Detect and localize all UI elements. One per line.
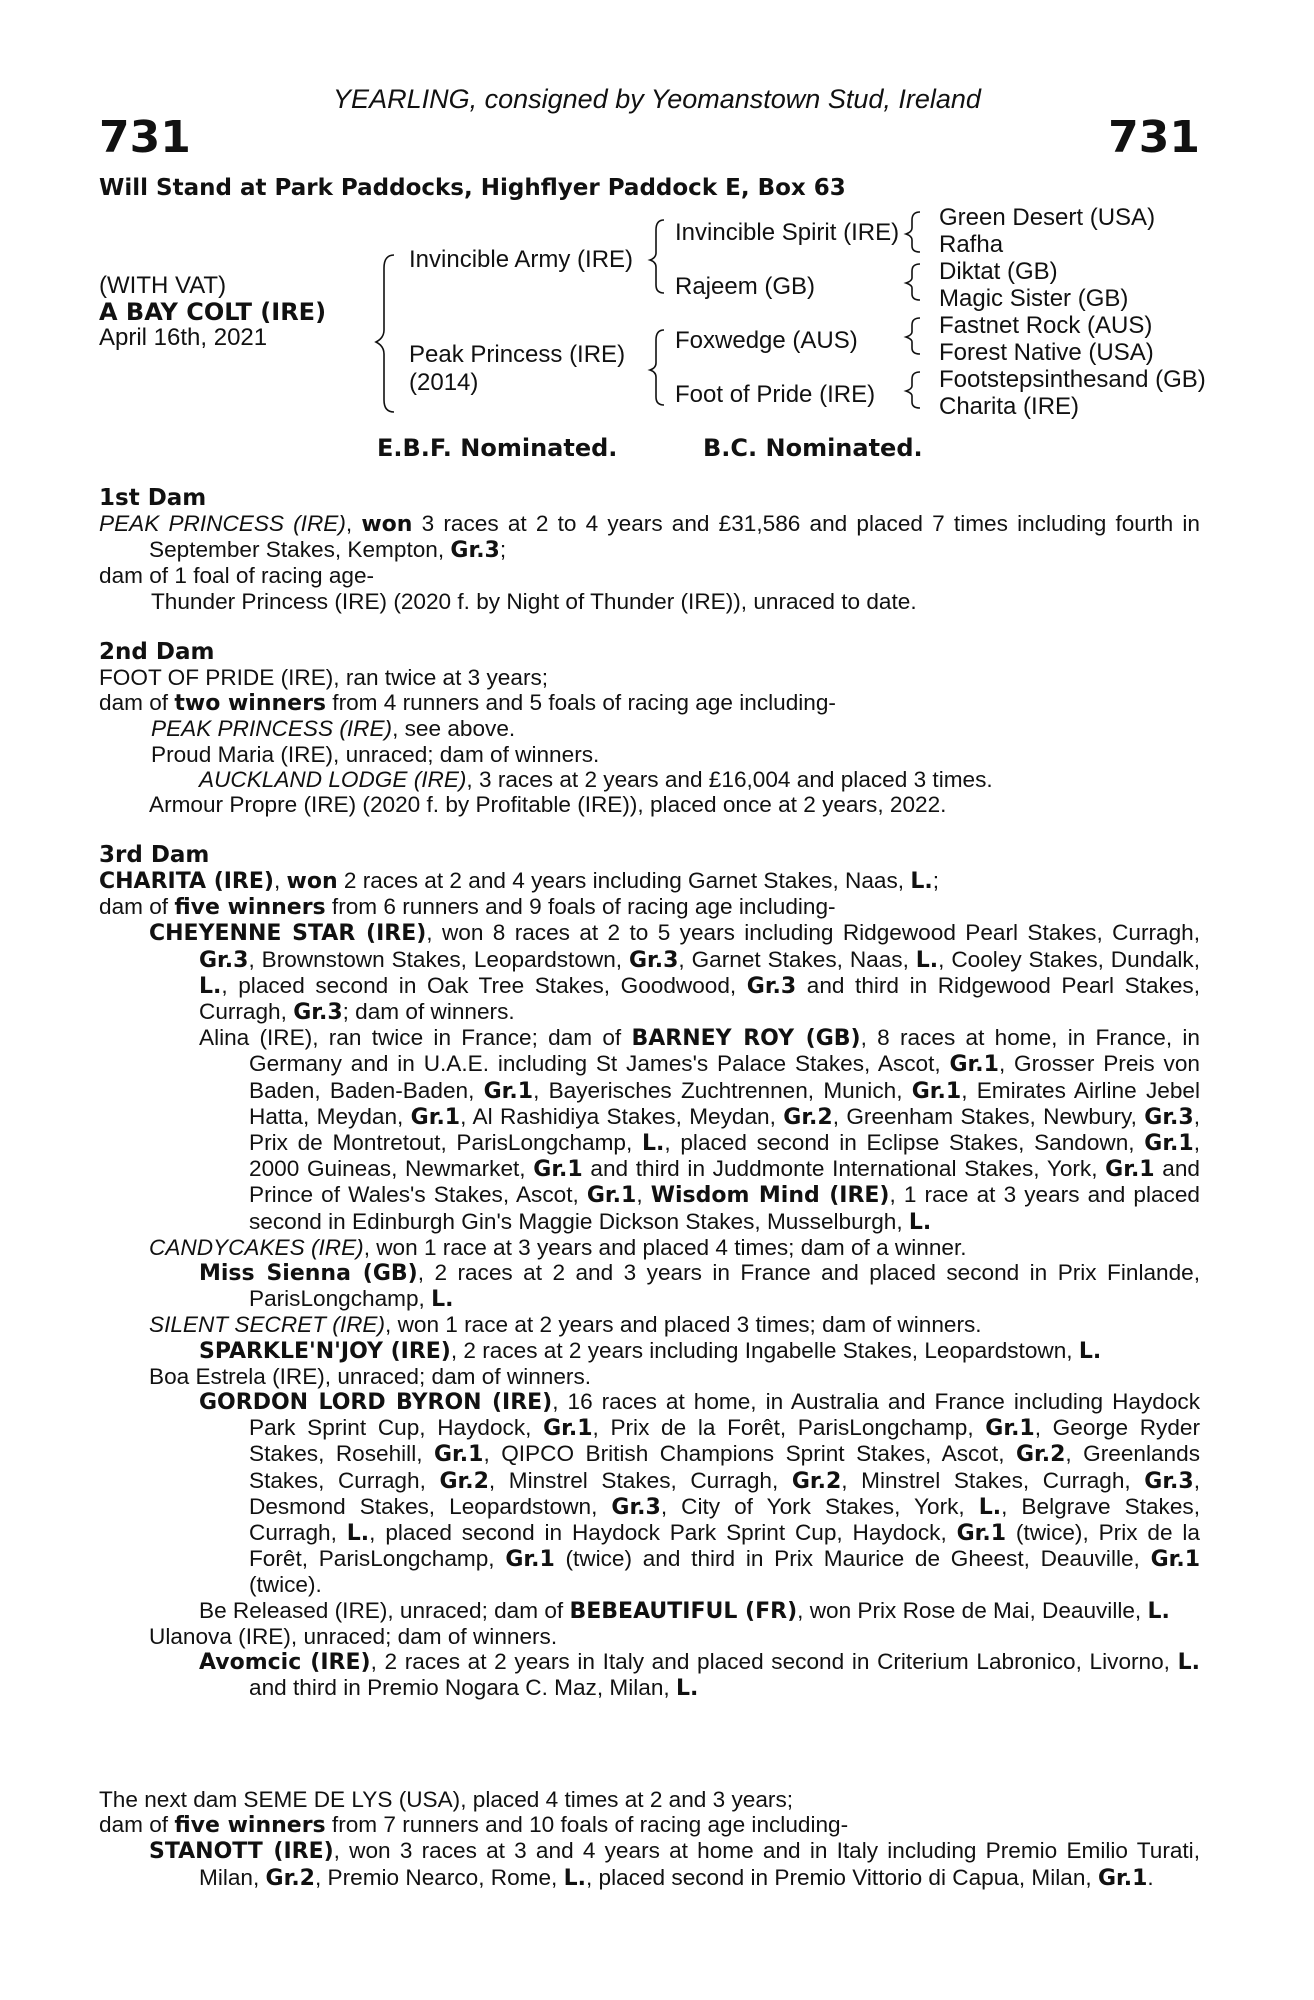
grade-label: L. — [978, 1494, 1002, 1520]
produce-armour-propre: Armour Propre (IRE) (2020 f. by Profitable (IRE)), placed once at 2 years, 2022. — [149, 792, 947, 818]
horse-name: Avomcic (IRE) — [199, 1650, 371, 1676]
grade-label: Gr.1 — [911, 1078, 962, 1104]
produce-cheyenne-star — [149, 920, 1200, 1025]
grade-label: Gr.1 — [586, 1183, 637, 1209]
grade-label: Gr.1 — [985, 1416, 1035, 1442]
third-dam-produce-line — [99, 894, 1200, 920]
horse-name: BARNEY ROY (GB) — [631, 1026, 861, 1052]
third-dam-section — [0, 843, 1314, 1702]
winners-count: five winners — [174, 895, 326, 921]
text: and third in Ridgewood Pearl Stakes, Curragh, — [199, 972, 1200, 1025]
grade-label: Gr.1 — [1150, 1547, 1200, 1573]
winners-count: two winners — [174, 691, 327, 717]
text: , Minstrel Stakes, Curragh, — [488, 1467, 792, 1493]
grade-label: Gr.1 — [956, 1521, 1007, 1547]
lot-number-left: 731 — [99, 112, 191, 163]
second-dam-section — [0, 640, 1314, 817]
grade-label: L. — [1078, 1338, 1102, 1364]
text: , 1 race at 3 years and placed second in Edinburgh Gin's Maggie Dickson Stakes, Musselburgh, — [249, 1182, 1200, 1234]
horse-name: Wisdom Mind (IRE) — [650, 1183, 890, 1209]
text: , Emirates Airline Jebel Hatta, Meydan, — [249, 1077, 1200, 1129]
third-dam-record: CHARITA (IRE), won 2 races at 2 and 4 years including Garnet Stakes, Naas, L.; — [99, 868, 940, 894]
won-label: won — [286, 869, 338, 894]
pedigree-g3-3: Diktat (GB) — [939, 258, 1058, 285]
text: , Bayerisches Zuchtrennen, Munich, — [533, 1077, 912, 1103]
grade-label: L. — [431, 1287, 454, 1313]
grade-label: Gr.3 — [1144, 1104, 1194, 1130]
produce-sparkle-n-joy — [199, 1338, 1200, 1364]
produce-miss-sienna — [199, 1260, 1200, 1312]
text: , Brownstown Stakes, Leopardstown, — [248, 946, 629, 972]
text: , Minstrel Stakes, Curragh, — [841, 1467, 1145, 1493]
pedigree-sire: Invincible Army (IRE) — [409, 246, 634, 273]
lot-number-right: 731 — [1108, 112, 1200, 163]
grade-label: Gr.1 — [483, 1078, 534, 1104]
grade-label: Gr.1 — [533, 1157, 583, 1183]
text: and third in Juddmonte International Stakes, York, — [582, 1156, 1106, 1182]
text: dam of — [99, 894, 175, 920]
text: , Greenlands Stakes, Curragh, — [249, 1441, 1200, 1493]
horse-name: AUCKLAND LODGE (IRE) — [199, 766, 467, 792]
text: , QIPCO British Champions Sprint Stakes, Ascot, — [483, 1441, 1016, 1467]
grade-label: Gr.1 — [1097, 1865, 1148, 1891]
text: , 16 races at home, in Australia and France including Haydock Park Sprint Cup, Haydock, — [249, 1389, 1200, 1441]
produce-peak-princess — [151, 716, 1202, 741]
grade-label: Gr.2 — [1015, 1442, 1066, 1468]
grade-label: Gr.1 — [505, 1547, 555, 1573]
vat-note: (WITH VAT) — [99, 272, 227, 299]
second-dam-heading: 2nd Dam — [99, 639, 215, 665]
text: , Al Rashidiya Stakes, Meydan, — [460, 1103, 784, 1129]
produce-gordon-lord-byron — [199, 1389, 1200, 1598]
second-dam-produce-line — [99, 690, 1200, 716]
pedigree-dam-year: (2014) — [409, 369, 479, 396]
produce-candycakes — [149, 1235, 1200, 1260]
pedigree-dam-sire: Foxwedge (AUS) — [675, 327, 858, 354]
grade-label: Gr.1 — [1105, 1157, 1155, 1183]
grade-label: L. — [199, 973, 222, 999]
text: , won 8 races at 2 to 5 years including Ridgewood Pearl Stakes, Curragh, — [426, 920, 1201, 946]
grade-label: Gr.1 — [543, 1416, 593, 1442]
horse-name: Miss Sienna (GB) — [199, 1261, 418, 1287]
pedigree-g3-1: Green Desert (USA) — [939, 204, 1156, 231]
text: ; — [932, 868, 940, 893]
produce-auckland-lodge — [199, 767, 1200, 792]
grade-label: Gr.3 — [628, 947, 679, 973]
text: (twice), Prix de la Forêt, ParisLongchamp, — [249, 1520, 1200, 1572]
grade-label: Gr.3 — [611, 1494, 661, 1520]
pedigree-g3-4: Magic Sister (GB) — [939, 285, 1129, 312]
text: (twice) and third in Prix Maurice de Gheest, Deauville, — [554, 1546, 1151, 1572]
grade-label: Gr.1 — [949, 1052, 999, 1078]
grade-label: Gr.1 — [1144, 1131, 1194, 1157]
pedigree-dam: Peak Princess (IRE) — [409, 341, 626, 368]
text: from 6 runners and 9 foals of racing age including- — [325, 894, 836, 920]
produce-ulanova: Ulanova (IRE), unraced; dam of winners. — [149, 1623, 558, 1649]
grade-label: L. — [1177, 1650, 1200, 1676]
text: , 2 races at 2 and 3 years in France and placed second in Prix Finlande, ParisLongchamp, — [249, 1260, 1200, 1312]
produce-alina — [199, 1025, 1200, 1235]
text: , Premio Nearco, Rome, — [314, 1864, 564, 1890]
pedigree-dam-dam: Foot of Pride (IRE) — [675, 381, 876, 408]
grade-label: L. — [641, 1131, 665, 1157]
grade-label: Gr.1 — [410, 1104, 461, 1130]
produce-be-released — [199, 1598, 1200, 1624]
first-dam-record: PEAK PRINCESS (IRE), won 3 races at 2 to 4 years and £31,586 and placed 7 times including fourth in September Stakes, Kempton, Gr.3; — [99, 511, 1200, 564]
produce-proud-maria: Proud Maria (IRE), unraced; dam of winners. — [151, 741, 600, 767]
grade-label: Gr.2 — [439, 1468, 489, 1494]
grade-label: L. — [915, 947, 939, 973]
text: , George Ryder Stakes, Rosehill, — [249, 1415, 1200, 1467]
bc-nomination: B.C. Nominated. — [703, 434, 923, 462]
ebf-nomination: E.B.F. Nominated. — [377, 434, 618, 462]
grade-label: Gr.2 — [265, 1865, 315, 1891]
horse-dob: April 16th, 2021 — [99, 324, 268, 351]
horse-name: CANDYCAKES (IRE) — [149, 1234, 364, 1260]
won-label: won — [361, 512, 413, 537]
grade-label: L. — [346, 1521, 370, 1547]
text: , Belgrave Stakes, Curragh, — [249, 1493, 1200, 1546]
text: , 8 races at home, in France, in Germany and in U.A.E. including St James's Palace Stakes, Ascot, — [249, 1025, 1200, 1077]
text: , 3 races at 2 years and £16,004 and placed 3 times. — [466, 766, 993, 792]
text: , — [636, 1182, 651, 1208]
produce-boa-estrela: Boa Estrela (IRE), unraced; dam of winners. — [149, 1363, 592, 1389]
text: dam of — [99, 1812, 175, 1838]
next-dam-section — [0, 1787, 1314, 1891]
text: , 2000 Guineas, Newmarket, — [249, 1130, 1200, 1182]
grade-label: Gr.3 — [1144, 1468, 1194, 1494]
first-dam-section — [0, 486, 1314, 614]
pedigree-sire-sire: Invincible Spirit (IRE) — [675, 219, 900, 246]
pedigree-g3-5: Fastnet Rock (AUS) — [939, 312, 1153, 339]
grade-label: Gr.3 — [293, 1000, 343, 1026]
pedigree-g3-8: Charita (IRE) — [939, 393, 1080, 420]
stand-location: Will Stand at Park Paddocks, Highflyer Paddock E, Box 63 — [99, 175, 846, 201]
grade-label: L. — [910, 869, 933, 894]
punctuation: ; — [499, 537, 507, 563]
horse-name: PEAK PRINCESS (IRE) — [151, 716, 393, 742]
text: , won Prix Rose de Mai, Deauville, — [797, 1597, 1148, 1623]
grade-label: Gr.1 — [434, 1442, 484, 1468]
horse-name: SILENT SECRET (IRE) — [149, 1312, 386, 1338]
grade-label: L. — [908, 1209, 932, 1235]
pedigree-g3-6: Forest Native (USA) — [939, 339, 1154, 366]
text: , Greenham Stakes, Newbury, — [832, 1103, 1145, 1129]
first-dam-heading: 1st Dam — [99, 485, 207, 511]
pedigree-g3-7: Footstepsinthesand (GB) — [939, 366, 1206, 393]
text: , Prix de la Forêt, ParisLongchamp, — [592, 1415, 986, 1441]
text: 2 races at 2 and 4 years including Garnet Stakes, Naas, — [337, 868, 911, 893]
horse-name: STANOTT (IRE) — [149, 1839, 334, 1865]
text: and third in Premio Nogara C. Maz, Milan, — [249, 1675, 676, 1701]
grade-label: Gr.3 — [199, 947, 249, 973]
grade-label: Gr.2 — [791, 1468, 842, 1494]
first-dam-name: PEAK PRINCESS (IRE) — [99, 511, 346, 536]
produce-silent-secret — [149, 1312, 1200, 1337]
sale-subtitle: YEARLING, consigned by Yeomanstown Stud, Ireland — [333, 84, 981, 114]
text: Alina (IRE), ran twice in France; dam of — [199, 1025, 632, 1051]
text: , placed second in Premio Vittorio di Capua, Milan, — [585, 1864, 1098, 1890]
text: dam of — [99, 690, 175, 716]
text: , Garnet Stakes, Naas, — [678, 946, 916, 972]
pedigree-g3-2: Rafha — [939, 231, 1004, 258]
text: ; dam of winners. — [342, 999, 515, 1025]
text: , Cooley Stakes, Dundalk, — [938, 946, 1200, 972]
grade-label: L. — [1147, 1598, 1170, 1624]
first-dam-foal: Thunder Princess (IRE) (2020 f. by Night of Thunder (IRE)), unraced to date. — [151, 588, 917, 614]
text: from 7 runners and 10 foals of racing age including- — [325, 1812, 849, 1838]
next-dam-produce-line — [99, 1812, 1200, 1838]
horse-name: CHARITA (IRE) — [99, 869, 274, 894]
third-dam-heading: 3rd Dam — [99, 842, 210, 868]
text: , 2 races at 2 years in Italy and placed second in Criterium Labronico, Livorno, — [370, 1649, 1178, 1675]
first-dam-text: 3 races at 2 to 4 years and £31,586 and placed 7 times including fourth in September Stakes, Kempton, — [149, 511, 1200, 563]
grade-label: Gr.3 — [450, 538, 500, 564]
next-dam-record: The next dam SEME DE LYS (USA), placed 4 times at 2 and 3 years; — [99, 1787, 794, 1812]
text: , Grosser Preis von Baden, Baden-Baden, — [249, 1051, 1200, 1103]
horse-name: SPARKLE'N'JOY (IRE) — [199, 1338, 451, 1364]
text: , see above. — [392, 716, 516, 742]
text: , 2 races at 2 years including Ingabelle Stakes, Leopardstown, — [450, 1337, 1079, 1363]
text: . — [1147, 1864, 1154, 1890]
horse-name: GORDON LORD BYRON (IRE) — [199, 1390, 553, 1416]
text: from 4 runners and 5 foals of racing age including- — [326, 690, 836, 716]
grade-label: L. — [563, 1865, 586, 1891]
pedigree-sire-dam: Rajeem (GB) — [675, 273, 816, 300]
text: , placed second in Eclipse Stakes, Sandown, — [664, 1130, 1145, 1156]
produce-stanott — [149, 1838, 1200, 1890]
text: , placed second in Haydock Park Sprint Cup, Haydock, — [369, 1520, 957, 1546]
text: , City of York Stakes, York, — [660, 1493, 979, 1519]
text: , won 1 race at 2 years and placed 3 times; dam of winners. — [385, 1312, 982, 1338]
text: and Prince of Wales's Stakes, Ascot, — [249, 1156, 1200, 1208]
grade-label: Gr.2 — [783, 1104, 833, 1130]
grade-label: L. — [675, 1676, 699, 1702]
horse-name: A BAY COLT (IRE) — [99, 298, 327, 326]
text: , Prix de Montretout, ParisLongchamp, — [249, 1103, 1200, 1156]
text: Be Released (IRE), unraced; dam of — [199, 1597, 570, 1623]
text: , placed second in Oak Tree Stakes, Goodwood, — [221, 972, 747, 998]
second-dam-record: FOOT OF PRIDE (IRE), ran twice at 3 years; — [99, 665, 549, 690]
horse-name: CHEYENNE STAR (IRE) — [149, 921, 427, 947]
horse-name: BEBEAUTIFUL (FR) — [569, 1598, 798, 1624]
text: , won 1 race at 3 years and placed 4 times; dam of a winner. — [363, 1234, 967, 1260]
first-dam-produce-line: dam of 1 foal of racing age- — [99, 563, 375, 589]
produce-avomcic — [199, 1649, 1200, 1701]
text: , won 3 races at 3 and 4 years at home and in Italy including Premio Emilio Turati, Milan, — [199, 1838, 1200, 1890]
grade-label: Gr.3 — [746, 973, 797, 999]
text: , Desmond Stakes, Leopardstown, — [249, 1467, 1200, 1519]
winners-count: five winners — [174, 1813, 326, 1839]
text: (twice). — [249, 1572, 322, 1598]
